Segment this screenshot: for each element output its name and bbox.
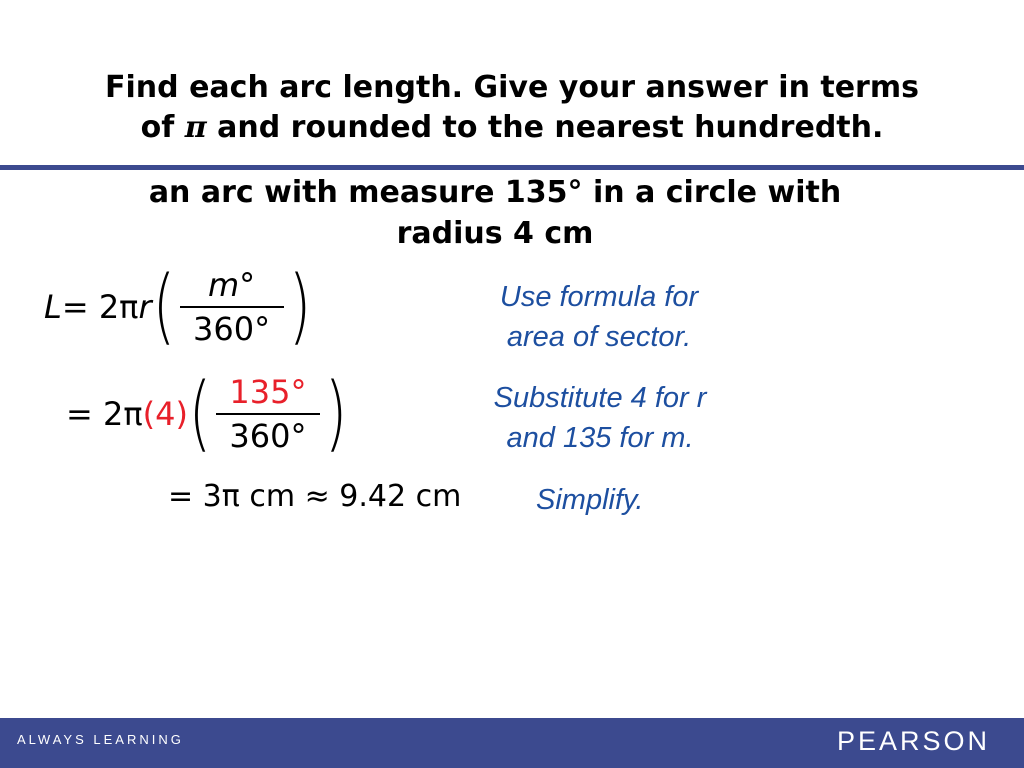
- title-line-2: of π and rounded to the nearest hundredth.: [140, 110, 884, 145]
- formula-radius-var: r: [138, 288, 152, 326]
- step2-note: Substitute 4 for r and 135 for m.: [493, 382, 707, 454]
- right-paren: ): [288, 259, 311, 354]
- substitution-step: [66, 366, 348, 461]
- problem-line-2: radius 4 cm: [396, 216, 594, 251]
- fraction-bar: [216, 413, 320, 415]
- slide-title: [40, 68, 984, 148]
- substituted-measure: 135°: [229, 373, 307, 411]
- right-paren: ): [324, 366, 348, 461]
- pi-symbol: π: [184, 110, 207, 145]
- fraction-numerator: m°: [208, 266, 256, 304]
- fraction-denominator: 360°: [229, 417, 307, 455]
- fraction-bar: [180, 306, 284, 308]
- problem-statement: [60, 172, 930, 254]
- formula-fraction: [180, 266, 284, 348]
- step3-note: Simplify.: [536, 484, 644, 516]
- final-result: = 3π cm ≈ 9.42 cm: [168, 479, 462, 514]
- pearson-logo: PEARSON: [836, 726, 990, 756]
- substitution-fraction: [216, 373, 320, 455]
- footer-bar: [0, 718, 1024, 768]
- step1-note: Use formula for area of sector.: [499, 281, 699, 353]
- title-line-1: Find each arc length. Give your answer in terms: [105, 70, 919, 105]
- left-paren: (: [188, 366, 212, 461]
- problem-line-1: an arc with measure 135° in a circle with: [148, 175, 842, 210]
- formula-lhs: L: [44, 288, 62, 326]
- substituted-radius: (4): [142, 395, 188, 433]
- formula-eq: = 2π: [61, 288, 139, 326]
- fraction-denominator: 360°: [193, 310, 271, 348]
- header-divider: [0, 165, 1024, 170]
- substitution-eq: = 2π: [66, 395, 143, 433]
- left-paren: (: [152, 259, 175, 354]
- arc-length-formula: [44, 259, 312, 354]
- footer-tagline: ALWAYS LEARNING: [17, 732, 184, 747]
